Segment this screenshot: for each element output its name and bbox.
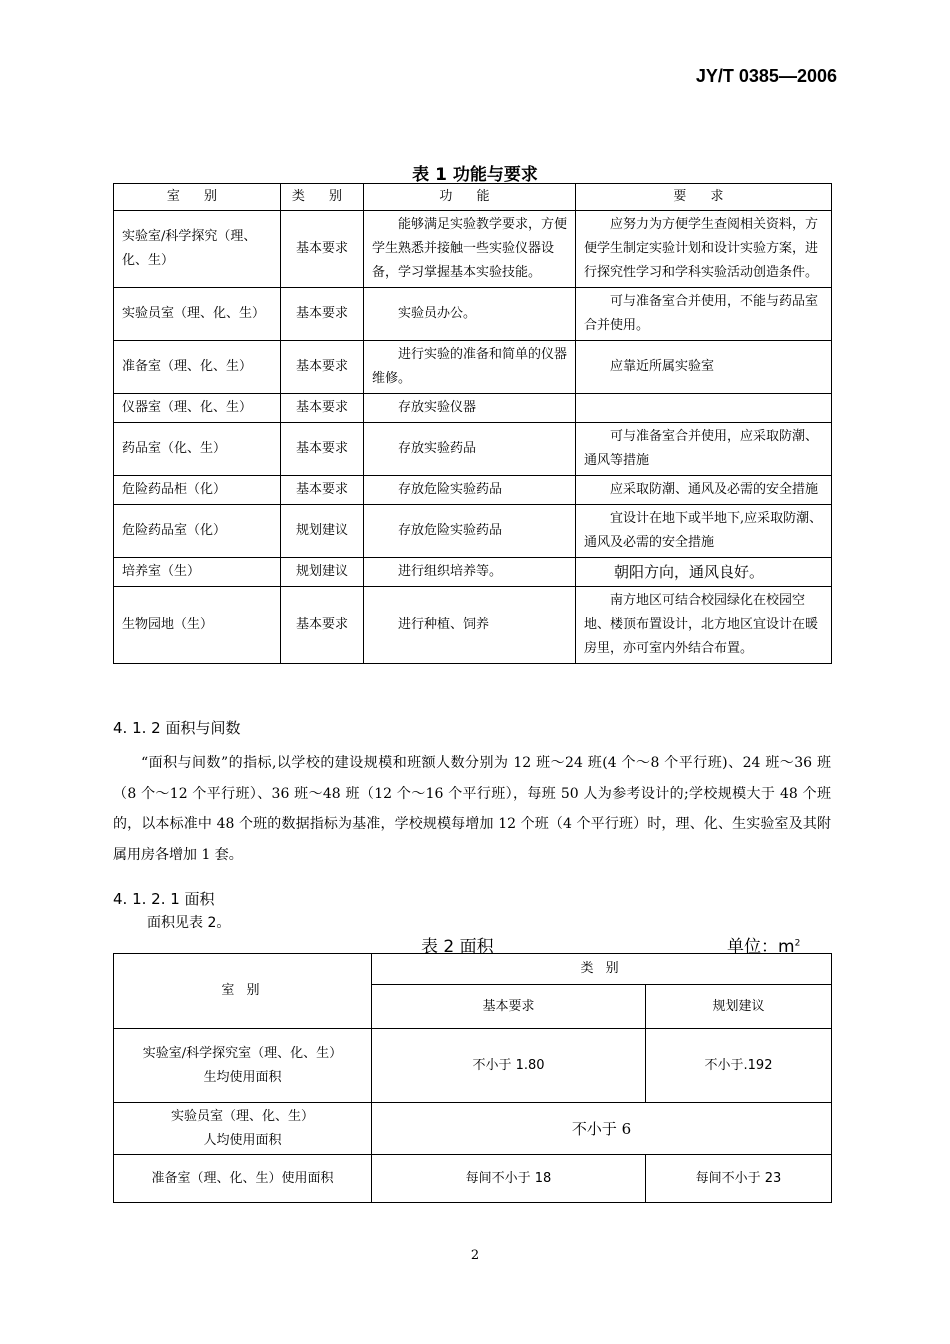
header-category: 类 别	[281, 184, 364, 211]
table-row	[114, 423, 832, 476]
plan-cell: 不小于.192	[646, 1029, 832, 1103]
requirement-cell: 应采取防潮、通风及必需的安全措施	[576, 476, 832, 505]
table-row	[114, 558, 832, 587]
requirement-cell: 可与准备室合并使用，不能与药品室合并使用。	[576, 288, 832, 341]
table-row	[114, 394, 832, 423]
plan-cell: 每间不小于 23	[646, 1155, 832, 1203]
room-cell: 实验员室（理、化、生）	[114, 288, 281, 341]
unit-superscript: 2	[794, 938, 801, 949]
section-4-1-2-body: “面积与间数”的指标,以学校的建设规模和班额人数分别为 12 班～24 班(4 个～8 个平行班)、24 班～36 班（8 个～12 个平行班）、36 班～48 班（12 个～16 个平行班），每班 50 人为参考设计的;学校规模大于 48 个班的，以本标准中 48 个班的数据指标为基准，学校规模每增加 12 个班（4 个平行班）时，理、化、生实验室及其附属用房各增加 1 套。	[113, 755, 831, 863]
category-cell: 基本要求	[281, 288, 364, 341]
header-requirement: 要 求	[576, 184, 832, 211]
requirement-cell: 朝阳方向，通风良好。	[576, 558, 832, 587]
header-basic: 基本要求	[372, 985, 646, 1029]
table-row	[114, 505, 832, 558]
table1-caption: 表 1 功能与要求	[412, 165, 538, 185]
requirement-cell: 应靠近所属实验室	[576, 341, 832, 394]
category-cell: 基本要求	[281, 394, 364, 423]
requirement-cell: 南方地区可结合校园绿化在校园空地、楼顶布置设计，北方地区宜设计在暖房里，亦可室内外结合布置。	[576, 587, 832, 664]
table2-caption: 表 2 面积	[421, 937, 494, 957]
category-cell: 基本要求	[281, 587, 364, 664]
room-cell	[114, 1103, 372, 1155]
category-cell: 基本要求	[281, 423, 364, 476]
header-function: 功 能	[364, 184, 576, 211]
room-line: 实验室/科学探究室（理、化、生）	[142, 1045, 343, 1061]
room-cell: 危险药品室（化）	[114, 505, 281, 558]
table-row	[114, 1103, 832, 1155]
requirement-cell	[576, 394, 832, 423]
function-cell: 进行组织培养等。	[364, 558, 576, 587]
room-line: 生均使用面积	[203, 1069, 282, 1085]
header-room: 室 别	[114, 954, 372, 1029]
category-cell: 规划建议	[281, 558, 364, 587]
requirement-cell: 宜设计在地下或半地下,应采取防潮、通风及必需的安全措施	[576, 505, 832, 558]
requirement-cell: 可与准备室合并使用，应采取防潮、通风等措施	[576, 423, 832, 476]
room-line: 实验员室（理、化、生）	[170, 1108, 314, 1124]
room-cell: 药品室（化、生）	[114, 423, 281, 476]
room-cell: 准备室（理、化、生）	[114, 341, 281, 394]
function-cell: 存放危险实验药品	[364, 476, 576, 505]
table-row	[114, 1155, 832, 1203]
function-requirements-table	[113, 183, 832, 664]
area-table	[113, 953, 832, 1203]
function-cell: 能够满足实验教学要求，方便学生熟悉并接触一些实验仪器设备，学习掌握基本实验技能。	[364, 211, 576, 288]
header-plan: 规划建议	[646, 985, 832, 1029]
function-cell: 存放实验药品	[364, 423, 576, 476]
standard-code: JY/T 0385—2006	[695, 66, 837, 86]
table-row	[114, 587, 832, 664]
section-4-1-2-1-title: 4. 1. 2. 1 面积	[113, 890, 215, 908]
category-cell: 基本要求	[281, 341, 364, 394]
table2-header-row	[114, 954, 832, 985]
table-header-row	[114, 184, 832, 211]
function-cell: 进行实验的准备和简单的仪器维修。	[364, 341, 576, 394]
table-row	[114, 1029, 832, 1103]
header-category: 类 别	[372, 954, 832, 985]
category-cell: 规划建议	[281, 505, 364, 558]
basic-cell: 每间不小于 18	[372, 1155, 646, 1203]
room-cell: 准备室（理、化、生）使用面积	[114, 1155, 372, 1203]
room-line: 人均使用面积	[203, 1132, 282, 1148]
page-number: 2	[470, 1248, 480, 1263]
room-cell: 生物园地（生）	[114, 587, 281, 664]
room-cell	[114, 1029, 372, 1103]
function-cell: 存放危险实验药品	[364, 505, 576, 558]
category-cell: 基本要求	[281, 476, 364, 505]
table-row	[114, 211, 832, 288]
table-row	[114, 476, 832, 505]
merged-value-cell: 不小于 6	[372, 1103, 832, 1155]
table-row	[114, 341, 832, 394]
room-cell: 培养室（生）	[114, 558, 281, 587]
room-cell: 危险药品柜（化）	[114, 476, 281, 505]
area-note: 面积见表 2。	[147, 915, 231, 931]
room-cell: 实验室/科学探究（理、化、生）	[114, 211, 281, 288]
header-room: 室 别	[114, 184, 281, 211]
unit-label: 单位：m	[727, 937, 795, 957]
basic-cell: 不小于 1.80	[372, 1029, 646, 1103]
table-row	[114, 288, 832, 341]
function-cell: 进行种植、饲养	[364, 587, 576, 664]
category-cell: 基本要求	[281, 211, 364, 288]
function-cell: 实验员办公。	[364, 288, 576, 341]
requirement-cell: 应努力为方便学生查阅相关资料，方便学生制定实验计划和设计实验方案，进行探究性学习和学科实验活动创造条件。	[576, 211, 832, 288]
room-cell: 仪器室（理、化、生）	[114, 394, 281, 423]
section-4-1-2-title: 4. 1. 2 面积与间数	[113, 719, 241, 737]
function-cell: 存放实验仪器	[364, 394, 576, 423]
